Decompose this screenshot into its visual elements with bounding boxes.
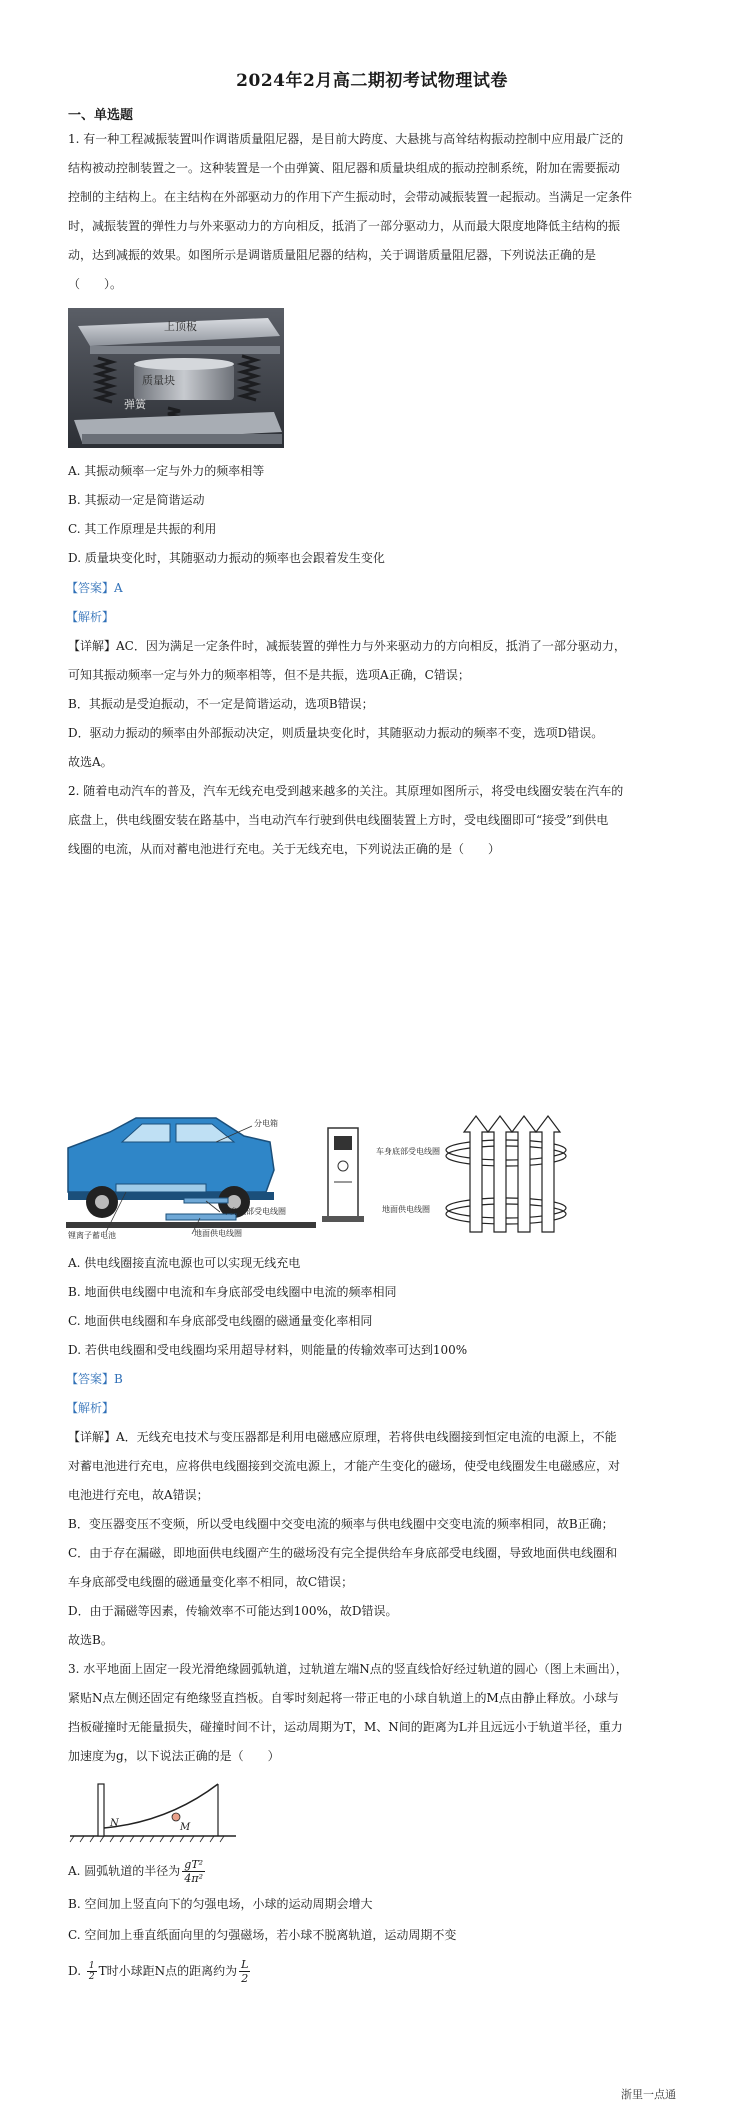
q2-analysis-line: 对蓄电池进行充电，应将供电线圈接到交流电源上，才能产生变化的磁场，使受电线圈发生电磁感应，对 bbox=[68, 1459, 621, 1473]
q3-option-a-num: gT² bbox=[184, 1858, 204, 1871]
q2-analysis-line: 车身底部受电线圈的磁通量变化率不相同，故C错误； bbox=[68, 1575, 354, 1589]
q3-option-d-fraction bbox=[239, 1958, 250, 1985]
q2-analysis-line: 【详解】A．无线充电技术与变压器都是利用电磁感应原理，若将供电线圈接到恒定电流的电源上，不能 bbox=[68, 1430, 617, 1444]
q3-option-d-half-num: 1 bbox=[88, 1961, 95, 1971]
q2-answer: 【答案】B bbox=[66, 1372, 123, 1386]
label-right-car-coil: 车身底部受电线圈 bbox=[376, 1147, 440, 1156]
q3-line: 3. 水平地面上固定一段光滑绝缘圆弧轨道，过轨道左端N点的竖直线恰好经过轨道的圆心（图上未画出）， bbox=[68, 1662, 628, 1676]
q2-analysis-line: C．由于存在漏磁，即地面供电线圈产生的磁场没有完全提供给车身底部受电线圈，导致地面供电线圈和 bbox=[68, 1546, 618, 1560]
q1-line: 动，达到减振的效果。如图所示是调谐质量阻尼器的结构，关于调谐质量阻尼器，下列说法正确的是 bbox=[68, 248, 597, 262]
label-ground-coil: 地面供电线圈 bbox=[194, 1229, 242, 1238]
q2-line: 底盘上，供电线圈安装在路基中，当电动汽车行驶到供电线圈装置上方时，受电线圈即可“接受”到供电 bbox=[68, 813, 609, 827]
q1-analysis-line: B．其振动是受迫振动，不一定是简谐运动，选项B错误； bbox=[68, 697, 374, 711]
q1-option-b: B. 其振动一定是简谐运动 bbox=[68, 493, 205, 507]
q2-analysis-line: D．由于漏磁等因素，传输效率不可能达到100%，故D错误。 bbox=[68, 1604, 398, 1618]
q3-line: 加速度为g，以下说法正确的是（ ） bbox=[68, 1749, 280, 1763]
damper-photo bbox=[68, 308, 284, 448]
arc-track-figure bbox=[68, 1778, 238, 1846]
label-point-n: N bbox=[110, 1818, 119, 1829]
q2-option-d: D. 若供电线圈和受电线圈均采用超导材料，则能量的传输效率可达到100% bbox=[68, 1343, 468, 1357]
q1-line: 1. 有一种工程减振装置叫作调谐质量阻尼器，是目前大跨度、大悬挑与高耸结构振动控制中应用最广泛的 bbox=[68, 132, 624, 146]
label-spring: 弹簧 bbox=[124, 398, 146, 411]
q2-analysis-line: 电池进行充电，故A错误； bbox=[68, 1488, 209, 1502]
page-title: 2024年2月高二期初考试物理试卷 bbox=[236, 71, 508, 91]
q3-line: 紧贴N点左侧还固定有绝缘竖直挡板。自零时刻起将一带正电的小球自轨道上的M点由静止释放。小球与 bbox=[68, 1691, 619, 1705]
q2-option-b: B. 地面供电线圈中电流和车身底部受电线圈中电流的频率相同 bbox=[68, 1285, 397, 1299]
q1-option-d: D. 质量块变化时，其随驱动力振动的频率也会跟着发生变化 bbox=[68, 551, 385, 565]
label-top-plate: 上顶板 bbox=[164, 320, 197, 333]
q2-line: 2. 随着电动汽车的普及，汽车无线充电受到越来越多的关注。其原理如图所示，将受电线圈安装在汽车的 bbox=[68, 784, 624, 798]
q3-option-d-num: L bbox=[241, 1958, 249, 1971]
q1-analysis-label: 【解析】 bbox=[66, 610, 115, 624]
label-splitter: 分电箱 bbox=[254, 1119, 278, 1128]
label-battery: 锂离子蓄电池 bbox=[68, 1231, 116, 1240]
q3-option-a-den: 4π² bbox=[184, 1872, 204, 1885]
q2-line: 线圈的电流，从而对蓄电池进行充电。关于无线充电，下列说法正确的是（ ） bbox=[68, 842, 501, 856]
wireless-charging-figure bbox=[66, 1112, 586, 1242]
section-heading: 一、单选题 bbox=[68, 108, 134, 123]
q1-line: 控制的主结构上。在主结构在外部驱动力的作用下产生振动时，会带动减振装置一起振动。当满足一定条件 bbox=[68, 190, 633, 204]
q1-analysis-line: 【详解】AC．因为满足一定条件时，减振装置的弹性力与外来驱动力的方向相反，抵消了一部分驱动力， bbox=[68, 639, 626, 653]
label-mass-block: 质量块 bbox=[142, 374, 175, 387]
label-point-m: M bbox=[180, 1822, 191, 1833]
q3-option-d-den: 2 bbox=[241, 1972, 249, 1985]
q3-line: 挡板碰撞时无能量损失，碰撞时间不计，运动周期为T，M、N间的距离为L并且远远小于轨道半径，重力 bbox=[68, 1720, 623, 1734]
q1-option-c: C. 其工作原理是共振的利用 bbox=[68, 522, 217, 536]
q3-option-d-label: D. bbox=[68, 1964, 82, 1978]
q1-analysis-line: D．驱动力振动的频率由外部振动决定，则质量块变化时，其随驱动力振动的频率不变，选项D错误。 bbox=[68, 726, 604, 740]
q2-option-a: A. 供电线圈接直流电源也可以实现无线充电 bbox=[68, 1256, 301, 1270]
q3-option-d-half bbox=[87, 1961, 97, 1982]
label-car-coil: 车身底部受电线圈 bbox=[222, 1207, 286, 1216]
q1-analysis-line: 故选A。 bbox=[68, 755, 113, 769]
q3-option-d bbox=[68, 1958, 252, 1985]
q1-answer: 【答案】A bbox=[66, 581, 123, 595]
q1-line: 时，减振装置的弹性力与外来驱动力的方向相反，抵消了一部分驱动力，从而最大限度地降低主结构的振 bbox=[68, 219, 621, 233]
q3-option-d-half-den: 2 bbox=[88, 1972, 95, 1982]
q2-analysis-line: B．变压器变压不变频，所以受电线圈中交变电流的频率与供电线圈中交变电流的频率相同，故B正确； bbox=[68, 1517, 614, 1531]
q3-option-a-fraction bbox=[182, 1858, 205, 1885]
q3-option-d-text: T时小球距N点的距离约为 bbox=[98, 1964, 238, 1978]
label-right-ground-coil: 地面供电线圈 bbox=[382, 1205, 430, 1214]
q2-analysis-label: 【解析】 bbox=[66, 1401, 115, 1415]
footer-watermark: 浙里一点通 bbox=[621, 2088, 676, 2101]
q3-option-c: C. 空间加上垂直纸面向里的匀强磁场，若小球不脱离轨道，运动周期不变 bbox=[68, 1928, 457, 1942]
q1-option-a: A. 其振动频率一定与外力的频率相等 bbox=[68, 464, 265, 478]
q2-analysis-line: 故选B。 bbox=[68, 1633, 113, 1647]
q3-option-a bbox=[68, 1858, 207, 1885]
q2-option-c: C. 地面供电线圈和车身底部受电线圈的磁通量变化率相同 bbox=[68, 1314, 373, 1328]
q1-analysis-line: 可知其振动频率一定与外力的频率相等，但不是共振，选项A正确，C错误； bbox=[68, 668, 470, 682]
q3-option-b: B. 空间加上竖直向下的匀强电场，小球的运动周期会增大 bbox=[68, 1897, 373, 1911]
q3-option-a-text: A. 圆弧轨道的半径为 bbox=[68, 1864, 181, 1878]
q1-line: （ ）。 bbox=[68, 277, 123, 291]
q1-line: 结构被动控制装置之一。这种装置是一个由弹簧、阻尼器和质量块组成的振动控制系统，附加在需要振动 bbox=[68, 161, 621, 175]
